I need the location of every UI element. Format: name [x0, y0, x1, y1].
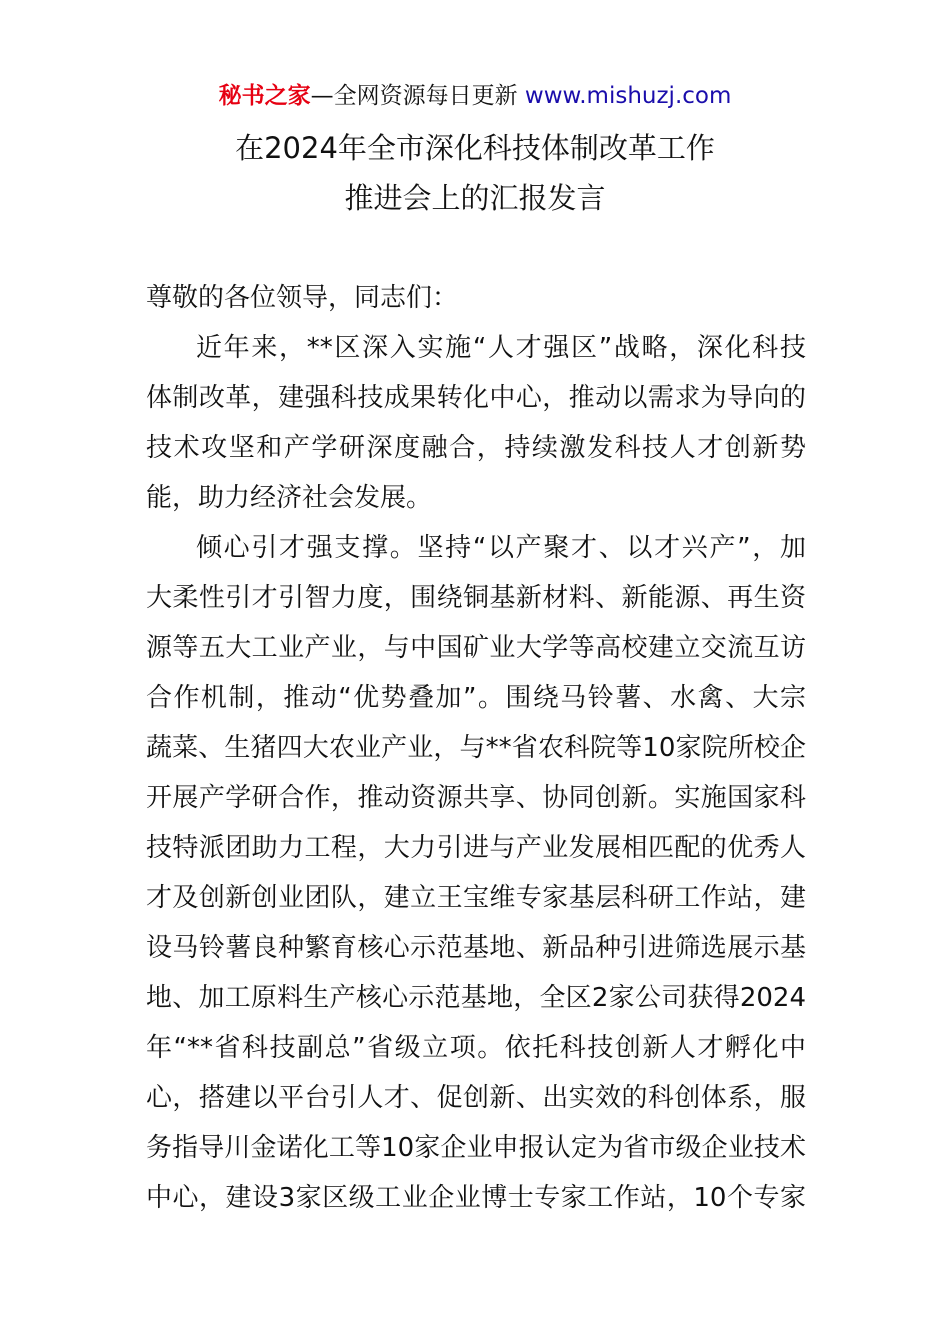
text-line: 技术攻坚和产学研深度融合，持续激发科技人才创新势 — [146, 433, 806, 463]
text-line: 合作机制，推动“优势叠加”。围绕马铃薯、水禽、大宗 — [146, 683, 806, 713]
text-line: 地、加工原料生产核心示范基地，全区2家公司获得2024 — [146, 983, 806, 1013]
text-line: 务指导川金诺化工等10家企业申报认定为省市级企业技术 — [146, 1133, 806, 1163]
text-line: 心，搭建以平台引人才、促创新、出实效的科创体系，服 — [146, 1083, 806, 1113]
brand-name: 秘书之家 — [218, 83, 311, 109]
text-line: 倾心引才强支撑。坚持“以产聚才、以才兴产”，加 — [196, 533, 806, 563]
site-header — [0, 80, 950, 112]
text-line: 技特派团助力工程，大力引进与产业发展相匹配的优秀人 — [146, 833, 806, 863]
text-line: 才及创新创业团队，建立王宝维专家基层科研工作站，建 — [146, 883, 806, 913]
text-line: 蔬菜、生猪四大农业产业，与**省农科院等10家院所校企 — [146, 733, 806, 763]
salutation: 尊敬的各位领导，同志们： — [146, 283, 459, 313]
text-line: 体制改革，建强科技成果转化中心，推动以需求为导向的 — [146, 383, 806, 413]
text-line: 中心，建设3家区级工业企业博士专家工作站，10个专家 — [146, 1183, 806, 1213]
text-line: 能，助力经济社会发展。 — [146, 483, 433, 513]
text-line: 近年来，**区深入实施“人才强区”战略，深化科技 — [196, 333, 806, 363]
document-title-line-2: 推进会上的汇报发言 — [344, 181, 606, 215]
site-url-link[interactable]: www.mishuzj.com — [524, 83, 732, 109]
text-line: 开展产学研合作，推动资源共享、协同创新。实施国家科 — [146, 783, 806, 813]
text-line: 设马铃薯良种繁育核心示范基地、新品种引进筛选展示基 — [146, 933, 806, 963]
document-title-line-1: 在2024年全市深化科技体制改革工作 — [235, 131, 715, 165]
text-line: 年“**省科技副总”省级立项。依托科技创新人才孵化中 — [146, 1033, 806, 1063]
text-line: 大柔性引才引智力度，围绕铜基新材料、新能源、再生资 — [146, 583, 806, 613]
header-tagline: —全网资源每日更新 — [310, 83, 518, 109]
text-line: 源等五大工业产业，与中国矿业大学等高校建立交流互访 — [146, 633, 806, 663]
